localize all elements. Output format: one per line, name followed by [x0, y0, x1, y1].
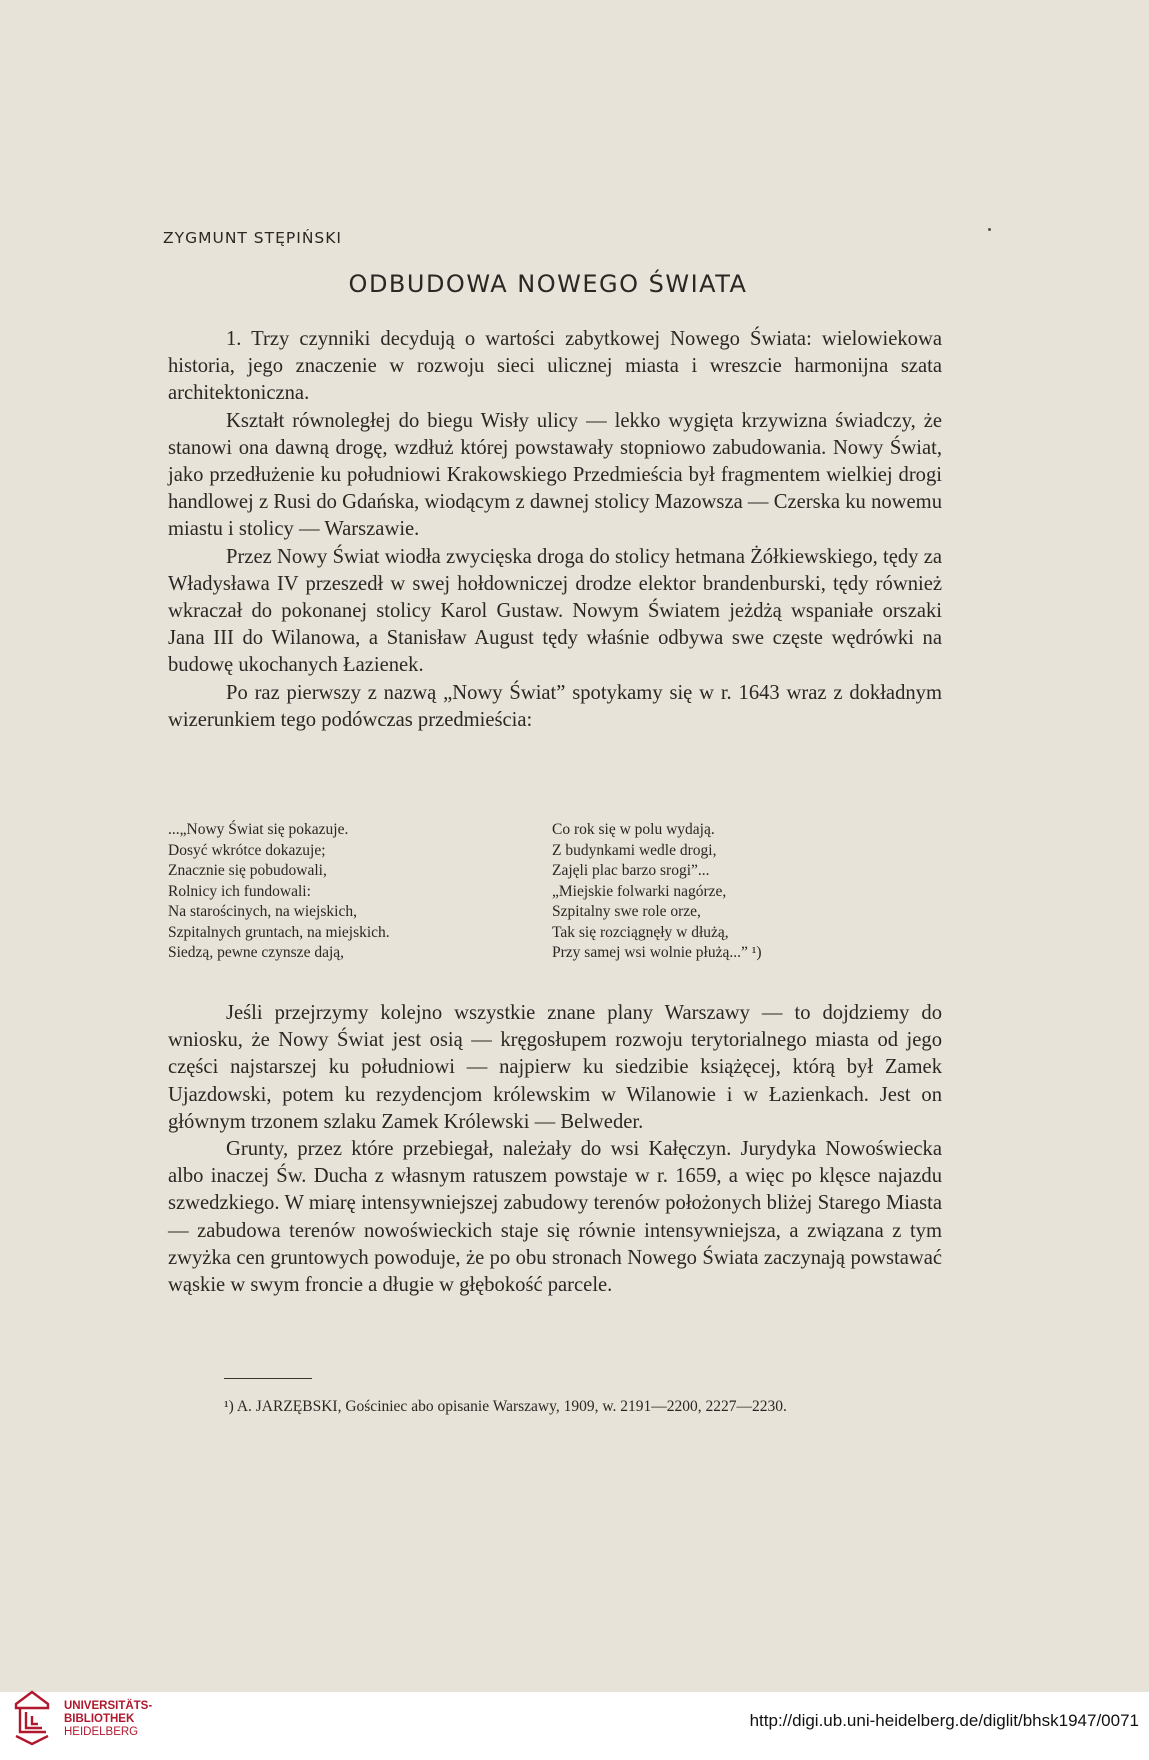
library-line: BIBLIOTHEK — [64, 1713, 135, 1725]
poem-line: ...„Nowy Świat się pokazuje. — [168, 821, 349, 838]
poem-line: Szpitalnych gruntach, na miejskich. — [168, 923, 390, 941]
poem-line: Dosyć wkrótce dokazuje; — [168, 841, 326, 859]
poem-line: „Miejskie folwarki nagórze, — [552, 882, 727, 900]
paragraph: Jeśli przejrzymy kolejno wszystkie znane plany Warszawy — to dojdziemy do wniosku, że Nowy Świat jest osią — kręgosłupem rozwoju terytorialnego miasta od jego części najstarszej ku południowi — najpierw ku siedzibie książęcej, którą był Zamek Ujazdowski, potem ku rezydencjom królewskim w Wilanowie i w Łazienkach. Jest on głównym trzonem szlaku Zamek Królewski — Belweder. — [168, 1002, 942, 1133]
poem-line: Siedzą, pewne czynsze dają, — [168, 944, 345, 961]
library-name — [64, 1700, 152, 1739]
library-logo-icon — [10, 1688, 56, 1748]
poem-line: Przy samej wsi wolnie płużą...” ¹) — [552, 944, 762, 961]
library-line: UNIVERSITÄTS- — [64, 1700, 153, 1712]
library-line: HEIDELBERG — [64, 1726, 139, 1738]
speck — [988, 228, 991, 231]
source-url-link[interactable]: http://digi.ub.uni-heidelberg.de/diglit/bhsk1947/0071 — [749, 1711, 1139, 1730]
poem-line: Co rok się w polu wydają. — [552, 821, 715, 838]
paragraph: Kształt równoległej do biegu Wisły ulicy — lekko wygięta krzywizna świadczy, że stanowi ona dawną drogę, wzdłuż której powstawały stopniowo zabudowania. Nowy Świat, jako przedłużenie ku południowi Krakowskiego Przedmieścia był fragmentem wielkiej drogi handlowej z Rusi do Gdańska, wiodącym z dawnej stolicy Mazowsza — Czerska ku nowemu miastu i stolicy — Warszawie. — [168, 409, 942, 541]
article-title: ODBUDOWA NOWEGO ŚWIATA — [348, 270, 748, 298]
poem-line: Na starościnych, na wiejskich, — [168, 903, 357, 920]
body-text-intro — [168, 326, 942, 734]
poem-right-column — [552, 820, 762, 964]
poem-line: Z budynkami wedle drogi, — [552, 841, 717, 859]
body-text-continuation — [168, 1000, 942, 1299]
poem-line: Tak się rozciągnęły w dłużą, — [552, 923, 729, 941]
footnote-divider — [224, 1378, 312, 1379]
paragraph: 1. Trzy czynniki decydują o wartości zabytkowej Nowego Świata: wielowiekowa historia, jego znaczenie w rozwoju sieci ulicznej miasta i wreszcie harmonijna szata architektoniczna. — [168, 328, 942, 405]
poem-line: Znacznie się pobudowali, — [168, 862, 327, 879]
paragraph: Po raz pierwszy z nazwą „Nowy Świat” spotykamy się w r. 1643 wraz z dokładnym wizerunkiem tego podówczas przedmieścia: — [168, 681, 942, 731]
footnote — [168, 1395, 940, 1418]
poem-line: Rolnicy ich fundowali: — [168, 882, 311, 900]
author-name: ZYGMUNT STĘPIŃSKI — [163, 229, 342, 247]
poem-line: Szpitalny swe role orze, — [552, 903, 701, 920]
poem-left-column — [168, 820, 390, 964]
poem-line: Zajęli plac barzo srogi”... — [552, 862, 710, 879]
paragraph: Grunty, przez które przebiegał, należały do wsi Kałęczyn. Jurydyka Nowoświecka albo inaczej Św. Ducha z własnym ratuszem powstaje w r. 1659, a więc po klęsce najazdu szwedzkiego. W miarę intensywniejszej zabudowy terenów położonych bliżej Starego Miasta — zabudowa terenów nowoświeckich staje się równie intensywniejsza, a związana z tym zwyżka cen gruntowych powoduje, że po obu stronach Nowego Świata zaczynają powstawać wąskie w swym froncie a długie w głębokość parcele. — [168, 1138, 942, 1297]
footnote-text: ¹) A. JARZĘBSKI, Gościniec abo opisanie Warszawy, 1909, w. 2191—2200, 2227—2230. — [224, 1398, 787, 1415]
paragraph: Przez Nowy Świat wiodła zwycięska droga do stolicy hetmana Żółkiewskiego, tędy za Władysława IV przeszedł w swej hołdowniczej drodze elektor brandenburski, tędy również wkraczał do pokonanej stolicy Karol Gustaw. Nowym Światem jeżdżą wspaniałe orszaki Jana III do Wilanowa, a Stanisław August tędy właśnie odbywa swe częste wędrówki na budowę ukochanych Łazienek. — [168, 545, 942, 677]
